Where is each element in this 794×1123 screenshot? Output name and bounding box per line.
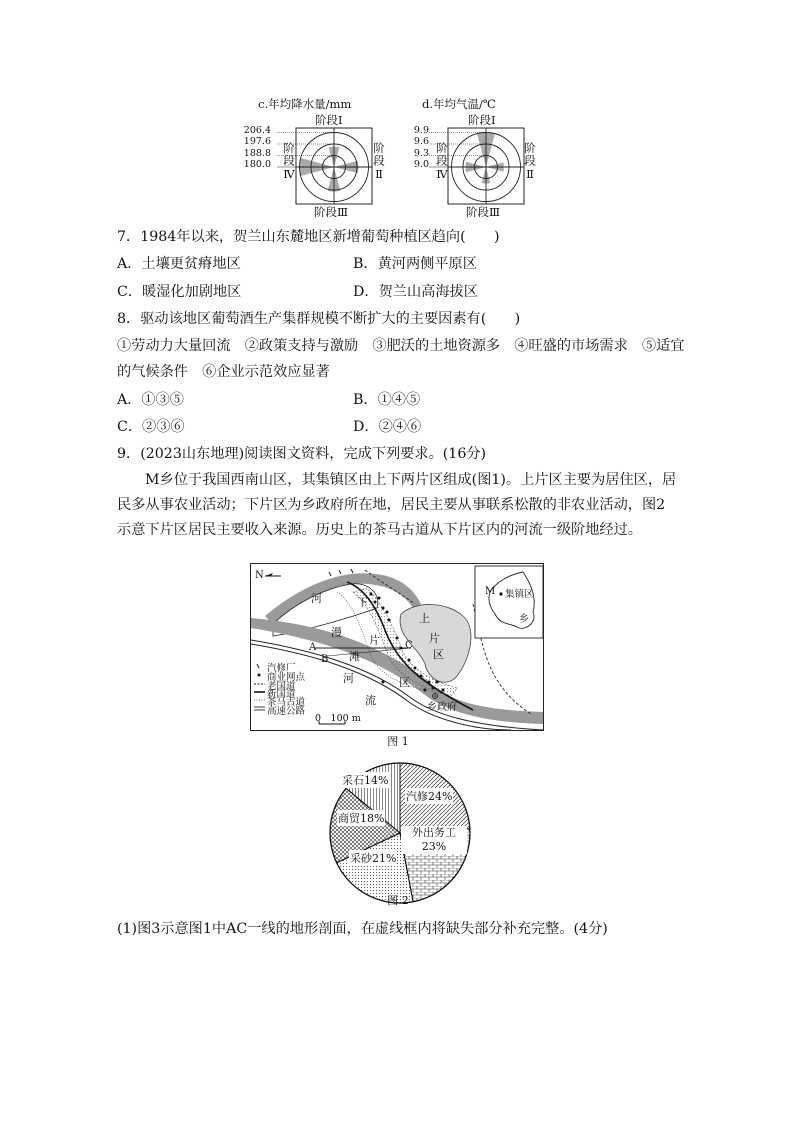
upper-river (265, 573, 421, 624)
pie-label-migrant-work-value: 23% (421, 840, 447, 853)
legend-item: 老国道 (267, 681, 296, 692)
stage-label-left: 阶段Ⅳ (282, 142, 296, 182)
upper-district-char: 片 (429, 632, 440, 645)
q9-passage-text: M乡位于我国西南山区，其集镇区由上下两片区组成(图1)。上片区主要为居住区，居民多从事农业活动；下片区为乡政府所在地，居民主要从事联系松散的非农业活动，图2示意下片区居民主要收入来源。历史上的茶马古道从下片区内的河流一级阶地经过。 (117, 472, 677, 538)
pie-label-sand: 采砂21% (350, 852, 397, 865)
radar-title: d.年均气温/℃ (422, 97, 496, 111)
north-label: N (255, 570, 264, 581)
stage-label-left: 阶段Ⅳ (435, 142, 449, 182)
tick-label: 180.0 (243, 159, 271, 170)
upper-district-char: 区 (433, 648, 444, 661)
q8-factors-line-1: ①劳动力大量回流 ②政策支持与激励 ③肥沃的土地资源多 ④旺盛的市场需求 ⑤适宜 (117, 338, 685, 354)
radar-title: c.年均降水量/mm (258, 97, 352, 111)
question-9-stem: 9．(2023山东地理)阅读图文资料，完成下列要求。(16分) (117, 446, 487, 462)
question-8-stem: 8．驱动该地区葡萄酒生产集群规模不断扩大的主要因素有( ) (117, 311, 521, 327)
tick-label: 9.9 (413, 125, 429, 136)
pie-label-auto-repair: 汽修24% (406, 790, 453, 803)
lower-district-char: 区 (399, 676, 410, 689)
q7-option-a: A．土壤更贫瘠地区 (117, 256, 241, 272)
legend-item: 汽修厂 (267, 663, 296, 674)
pie-label-migrant-work-name: 外出务工 (412, 826, 456, 839)
figure-2-caption: 图 2 (387, 894, 409, 907)
q9-passage (117, 468, 677, 543)
q7-option-b: B．黄河两侧平原区 (353, 256, 477, 272)
figure-1-caption: 图 1 (387, 735, 409, 748)
inset-m-label: M (485, 586, 496, 597)
point-c-label: C (405, 640, 413, 651)
stage-label-right: 阶段Ⅱ (523, 142, 537, 182)
upper-district-char: 上 (419, 612, 430, 625)
stage-label-top: 阶段Ⅰ (315, 113, 343, 127)
river-char: 流 (365, 694, 376, 707)
legend-item: 新国道 (267, 689, 296, 700)
radar-chart-temperature (402, 92, 602, 222)
figure-2-pie-chart (327, 760, 473, 906)
stage-label-top: 阶段Ⅰ (468, 113, 496, 127)
stage-label-bottom: 阶段Ⅲ (466, 205, 501, 219)
q9-subquestion-1: (1)图3示意图1中AC一线的地形剖面，在虚线框内将缺失部分补充完整。(4分) (117, 921, 608, 937)
floodplain-char: 滩 (349, 650, 360, 663)
gov-label: 乡政府 (427, 702, 457, 713)
stage-label-right: 阶段Ⅱ (372, 142, 386, 182)
stage-label-bottom: 阶段Ⅲ (314, 205, 349, 219)
lower-district-char: 下 (357, 596, 368, 609)
pie-label-trade: 商贸18% (338, 812, 385, 825)
figure-1-map (250, 563, 544, 731)
tick-label: 206.4 (243, 125, 271, 136)
pie-label-quarry: 采石14% (342, 774, 389, 787)
q8-factors-line-2: 的气候条件 ⑥企业示范效应显著 (117, 364, 330, 380)
q8-option-d: D．②④⑥ (353, 419, 422, 435)
question-7-stem: 7．1984年以来，贺兰山东麓地区新增葡萄种植区趋向( ) (117, 229, 500, 245)
floodplain-char: 漫 (331, 626, 342, 639)
river-char: 河 (311, 592, 322, 605)
tick-label: 188.8 (243, 148, 271, 159)
q8-option-c: C．②③⑥ (117, 419, 185, 435)
river-char: 河 (343, 672, 354, 685)
legend-item: 茶马古道 (267, 697, 306, 708)
pie-label-migrant-work (401, 826, 467, 854)
lower-district-char: 片 (369, 634, 380, 647)
inset-xiang-label: 乡 (519, 614, 529, 625)
point-b-label: B (321, 654, 329, 665)
tick-label: 197.6 (243, 136, 271, 147)
q7-option-c: C．暖湿化加剧地区 (117, 284, 242, 300)
inset-town-label: 集镇区 (505, 589, 534, 600)
tick-label: 9.0 (413, 159, 429, 170)
legend-item: 高速公路 (267, 706, 306, 717)
q7-option-d: D．贺兰山高海拔区 (353, 284, 478, 300)
radar-plot (402, 92, 602, 222)
q8-option-b: B．①④⑤ (353, 392, 421, 408)
scale-label: 0 100 m (315, 713, 361, 724)
point-a-label: A (309, 642, 317, 653)
tick-label: 9.6 (413, 136, 429, 147)
legend-item: 商业网点 (267, 672, 306, 683)
tick-label: 9.3 (413, 148, 429, 159)
q8-option-a: A．①③⑤ (117, 392, 184, 408)
